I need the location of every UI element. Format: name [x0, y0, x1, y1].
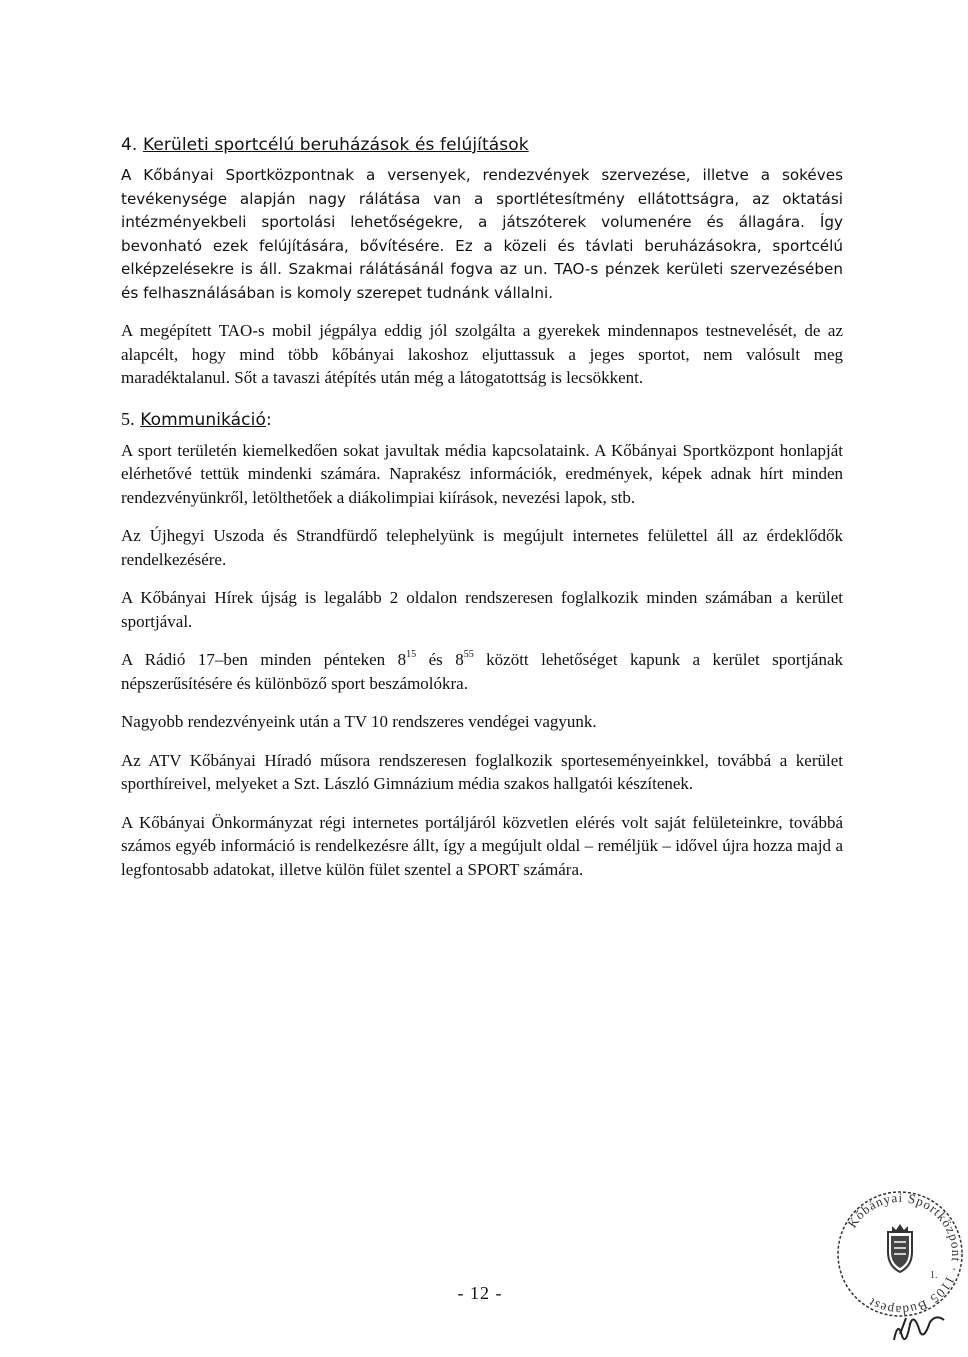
radio-time-2: 55	[463, 649, 474, 661]
section-5-paragraph-3: A Kőbányai Hírek újság is legalább 2 oldalon rendszeresen foglalkozik minden számában a kerület sportjával.	[121, 588, 843, 631]
section-5-title: Kommunikáció	[140, 409, 266, 430]
radio-text-after: között lehetőséget kapunk a kerület sportjának népszerűsítésére és különböző sport beszámolókra.	[121, 650, 843, 693]
section-5-paragraph-tv: Nagyobb rendezvényeink után a TV 10 rendszeres vendégei vagyunk.	[121, 712, 597, 731]
section-5-heading	[121, 406, 843, 433]
svg-text:1.: 1.	[930, 1270, 938, 1281]
section-4-paragraph-1: A Kőbányai Sportközpontnak a versenyek, rendezvények szervezése, illetve a sokéves tevékenysége alapján nagy rálátása van a sportlétesítmény ellátottságra, az oktatási intézményekbeli sportolási lehetőségekre, a játszóterek volumenére és állagára. Így bevonható ezek felújítására, bővítésére. Ez a közeli és távlati beruházásokra, sportcélú elképzelésekre is áll. Szakmai rálátásánál fogva az un. TAO-s pénzek kerületi szervezésében és felhasználásában is komoly szerepet tudnánk vállalni.	[121, 166, 843, 302]
coat-of-arms-icon	[888, 1224, 912, 1272]
section-4-paragraph-2: A megépített TAO-s mobil jégpálya eddig jól szolgálta a gyerekek mindennapos testnevelését, de az alapcélt, hogy mind több kőbányai lakoshoz eljuttassuk a jeges sportot, nem valósult meg maradéktalanul. Sőt a tavaszi átépítés után még a látogatottság is lecsökkent.	[121, 321, 843, 387]
section-4-heading	[121, 132, 843, 158]
section-4-title: Kerületi sportcélú beruházások és felújítások	[142, 135, 529, 155]
section-5-paragraph-2: Az Újhegyi Uszoda és Strandfürdő telephelyünk is megújult internetes felülettel áll az érdeklődők rendelkezésére.	[121, 526, 843, 569]
page-number: - 12 -	[457, 1283, 503, 1303]
signature-scribble	[890, 1310, 950, 1350]
section-5-paragraph-1: A sport területén kiemelkedően sokat javultak média kapcsolataink. A Kőbányai Sportközpont honlapját elérhetővé tettük mindenki számára. Naprakész információk, eredmények, képek adnak hírt minden rendezvényünkről, letölthetőek a diákolimpiai kiírások, nevezési lapok, stb.	[121, 440, 843, 507]
section-5-number: 5.	[121, 408, 135, 429]
section-5-paragraph-portal: A Kőbányai Önkormányzat régi internetes portáljáról közvetlen elérés volt saját felületeinkre, továbbá számos egyéb információ is rendelkezésre állt, így a megújult oldal – reméljük – idővel újra hozza majd a legfontosabb adatokat, illetve külön fület szentel a SPORT számára.	[121, 812, 843, 879]
radio-text-before: A Rádió 17–ben minden pénteken 8	[121, 650, 407, 669]
radio-time-1: 15	[406, 649, 417, 661]
section-5-radio-paragraph	[121, 648, 843, 695]
section-5-colon: :	[265, 409, 272, 430]
page-content	[121, 132, 843, 896]
svg-text:Kőbányai Sportközpont · 1105 B: Kőbányai Sportközpont · 1105 Budapest	[844, 1189, 965, 1319]
official-stamp	[832, 1186, 968, 1322]
section-4-number: 4.	[121, 135, 138, 155]
section-5-paragraph-atv: Az ATV Kőbányai Híradó műsora rendszeresen foglalkozik sporteseményeinkkel, továbbá a kerület sporthíreivel, melyeket a Szt. László Gimnázium média szakos hallgatói készítenek.	[121, 750, 843, 793]
radio-text-middle: és 8	[416, 650, 464, 669]
